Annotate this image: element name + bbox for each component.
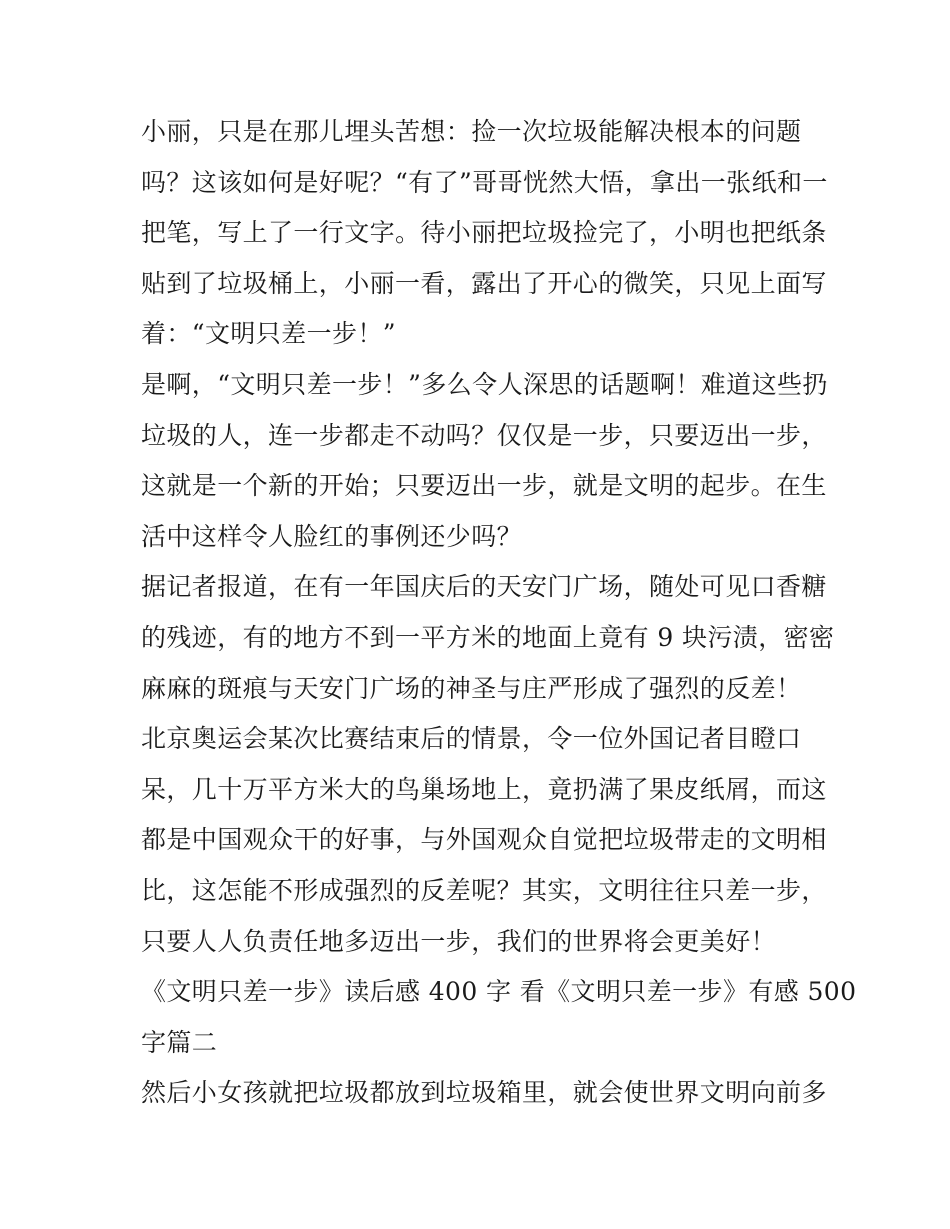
- text-line: 这就是一个新的开始；只要迈出一步，就是文明的起步。在生: [141, 471, 827, 501]
- section-heading-line: 字篇二: [141, 1027, 218, 1057]
- body-text: [141, 107, 857, 1119]
- text-line: 小丽，只是在那儿埋头苦想：捡一次垃圾能解决根本的问题: [141, 117, 802, 146]
- text-line: 比，这怎能不形成强烈的反差呢？其实，文明往往只差一步，: [141, 875, 827, 905]
- text-line: 只要人人负责任地多迈出一步，我们的世界将会更美好！: [141, 926, 777, 956]
- text-line: 麻麻的斑痕与天安门广场的神圣与庄严形成了强烈的反差！: [141, 673, 802, 703]
- text-line: 北京奥运会某次比赛结束后的情景，令一位外国记者目瞪口: [141, 724, 802, 754]
- text-line: 垃圾的人，连一步都走不动吗？仅仅是一步，只要迈出一步，: [141, 420, 827, 450]
- text-line: 的残迹，有的地方不到一平方米的地面上竟有 9 块污渍，密密: [141, 622, 835, 652]
- text-line: 把笔，写上了一行文字。待小丽把垃圾捡完了，小明也把纸条: [141, 218, 827, 248]
- text-line: 然后小女孩就把垃圾都放到垃圾箱里，就会使世界文明向前多: [141, 1078, 827, 1108]
- text-line: 贴到了垃圾桶上，小丽一看，露出了开心的微笑，只见上面写: [141, 268, 827, 298]
- text-line: 呆，几十万平方米大的鸟巢场地上，竟扔满了果皮纸屑，而这: [141, 774, 827, 804]
- text-line: 是啊，“文明只差一步！”多么令人深思的话题啊！难道这些扔: [141, 369, 828, 399]
- text-line: 吗？这该如何是好呢？“有了”哥哥恍然大悟，拿出一张纸和一: [141, 167, 828, 197]
- text-line: 据记者报道，在有一年国庆后的天安门广场，随处可见口香糖: [141, 572, 827, 602]
- text-line: 都是中国观众干的好事，与外国观众自觉把垃圾带走的文明相: [141, 825, 827, 855]
- text-line: 着：“文明只差一步！”: [141, 319, 396, 349]
- text-line: 活中这样令人脸红的事例还少吗？: [141, 521, 523, 551]
- section-heading-line: 《文明只差一步》读后感 400 字 看《文明只差一步》有感 500: [141, 977, 857, 1007]
